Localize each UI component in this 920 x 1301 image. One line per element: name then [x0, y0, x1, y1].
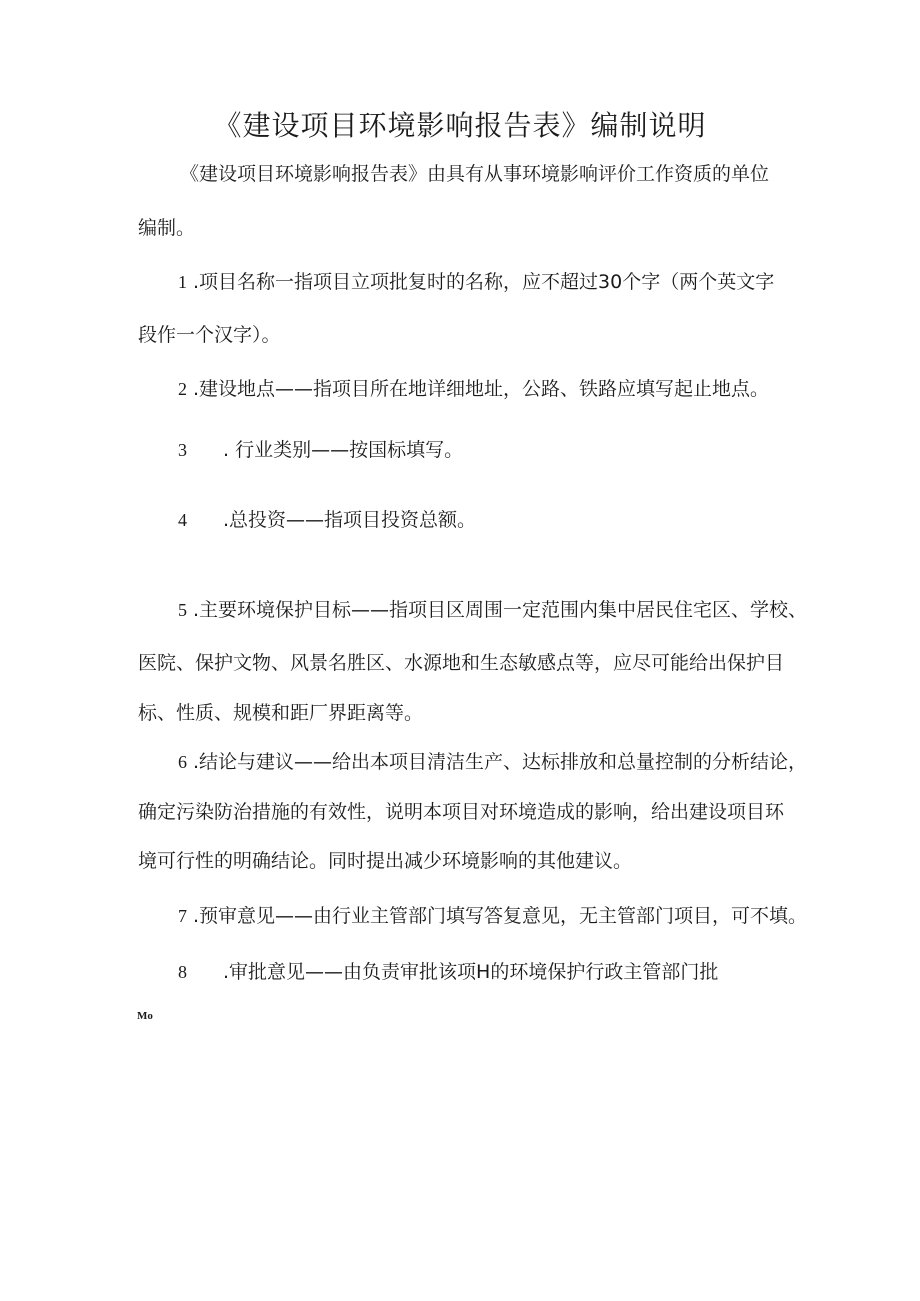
item-7-number: 7 [178, 906, 187, 926]
intro-line-1: 《建设项目环境影响报告表》由具有从事环境影响评价工作资质的单位 [180, 163, 770, 185]
item-1-line-1 [178, 270, 774, 294]
item-5-line-2: 医院、保护文物、风景名胜区、水源地和生态敏感点等，应尽可能给出保护目 [138, 652, 785, 674]
item-5-line-3: 标、性质、规模和距厂界距离等。 [138, 702, 424, 724]
item-7-text-1: .预审意见——由行业主管部门填写答复意见，无主管部门项目，可不填。 [193, 905, 808, 927]
item-5-number: 5 [178, 600, 187, 620]
item-6-line-3: 境可行性的明确结论。同时提出减少环境影响的其他建议。 [138, 850, 633, 872]
item-6-text-1: .结论与建议——给出本项目清洁生产、达标排放和总量控制的分析结论， [193, 751, 808, 773]
item-6-number: 6 [178, 752, 187, 772]
item-1-line-2: 段作一个汉字）。 [138, 324, 281, 346]
document-title: 《建设项目环境影响报告表》编制说明 [213, 109, 707, 142]
item-5-line-1 [178, 598, 807, 622]
item-8-number: 8 [178, 962, 187, 982]
item-2-text-1: .建设地点——指项目所在地详细地址，公路、铁路应填写起止地点。 [193, 378, 770, 400]
item-5-text-1: .主要环境保护目标——指项目区周围一定范围内集中居民住宅区、学校、 [193, 599, 808, 621]
item-6-line-1 [178, 750, 807, 774]
item-2-number: 2 [178, 379, 187, 399]
item-2-line-1 [178, 377, 769, 401]
item-3-number: 3 [178, 440, 187, 460]
item-4-text-1: .总投资——指项目投资总额。 [223, 509, 477, 531]
item-4-line-1 [178, 508, 476, 532]
item-3-text-1: . 行业类别——按国标填写。 [223, 439, 464, 461]
item-8-text-1: .审批意见——由负责审批该项H的环境保护行政主管部门批 [223, 961, 719, 983]
item-1-text-1: .项目名称一指项目立项批复时的名称，应不超过30个字（两个英文字 [193, 271, 775, 293]
item-6-line-2: 确定污染防治措施的有效性，说明本项目对环境造成的影响，给出建设项目环 [138, 801, 785, 823]
item-8-line-1 [178, 960, 718, 984]
item-7-line-1 [178, 904, 807, 928]
footer-mark: Mo [137, 1010, 153, 1022]
item-3-line-1 [178, 438, 463, 462]
intro-line-2: 编制。 [138, 217, 196, 239]
item-1-number: 1 [178, 272, 187, 292]
item-4-number: 4 [178, 510, 187, 530]
